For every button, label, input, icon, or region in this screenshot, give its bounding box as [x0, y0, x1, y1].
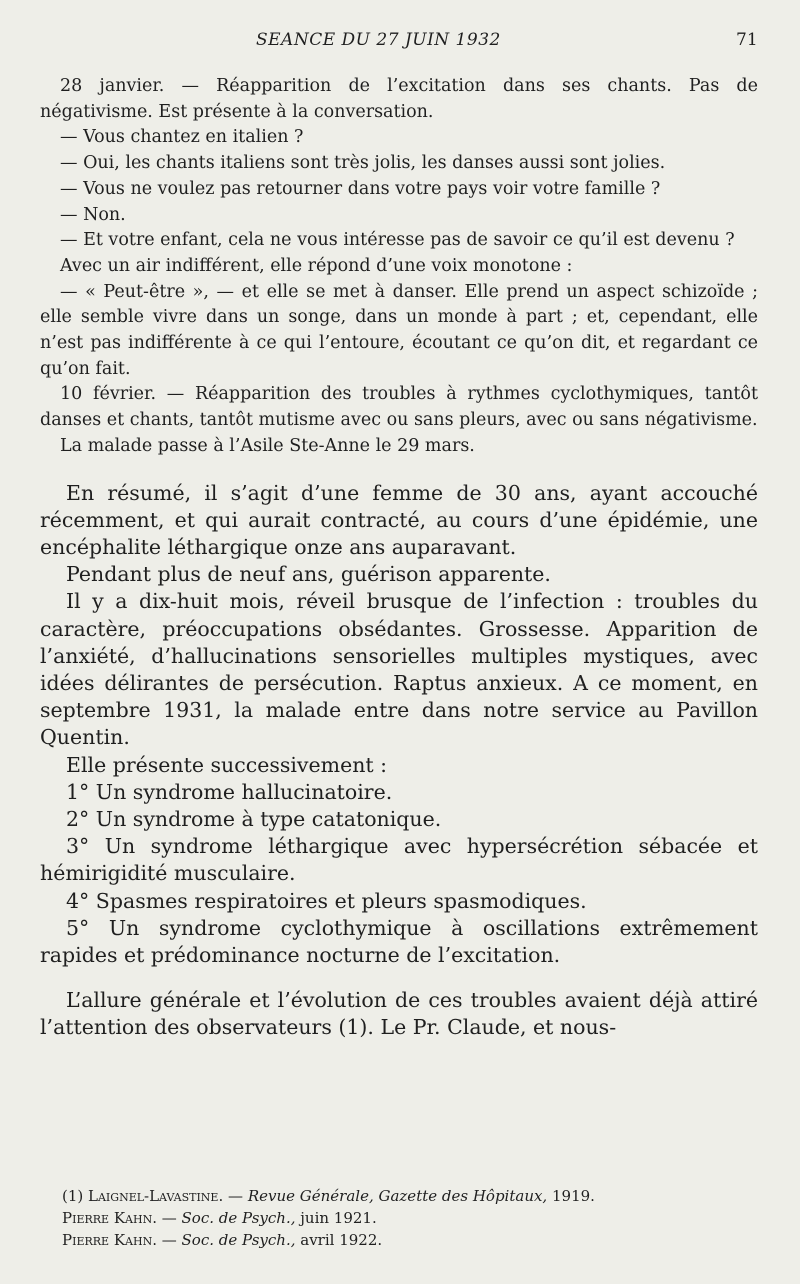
list-item: 1° Un syndrome hallucinatoire. — [66, 779, 393, 804]
paragraph: En résumé, il s’agit d’une femme de 30 ans, ayant accouché récemment, et qui aurait contracté, au cours d’une épidémie, une encéphalite léthargique onze ans auparavant. — [40, 480, 758, 559]
footnote-source: Revue Générale, Gazette des Hôpitaux, — [247, 1187, 548, 1205]
footnote — [62, 1207, 762, 1229]
page-number: 71 — [736, 30, 758, 50]
discussion-section — [40, 987, 758, 1041]
dialogue-line: — Oui, les chants italiens sont très jolis, les danses aussi sont jolies. — [60, 153, 666, 174]
footnote-marker: (1) — [62, 1187, 84, 1205]
paragraph: 10 février. — Réapparition des troubles à rythmes cyclothymiques, tantôt danses et chants, tantôt mutisme avec ou sans pleurs, avec ou sans négativisme. — [40, 384, 758, 431]
footnote — [62, 1185, 762, 1207]
list-item: 3° Un syndrome léthargique avec hypersécrétion sébacée et hémirigidité musculaire. — [40, 834, 758, 886]
observation-section — [40, 74, 758, 460]
footnote-date: 1919. — [552, 1187, 595, 1205]
section-gap — [40, 969, 758, 987]
dialogue-line: — Non. — [60, 204, 126, 225]
paragraph: 28 janvier. — Réapparition de l’excitation dans ses chants. Pas de négativisme. Est présente à la conversation. — [40, 76, 758, 122]
paragraph: Elle présente successivement : — [66, 752, 388, 777]
footnote-date: juin 1921. — [300, 1209, 377, 1227]
dialogue-line: — Vous ne voulez pas retourner dans votre pays voir votre famille ? — [60, 178, 661, 199]
body-text — [40, 74, 758, 1042]
dialogue-line: — Et votre enfant, cela ne vous intéresse pas de savoir ce qu’il est devenu ? — [60, 230, 735, 251]
list-item: 2° Un syndrome à type catatonique. — [66, 806, 442, 831]
footnote-dash: — — [161, 1209, 177, 1227]
footnote-source: Soc. de Psych., — [181, 1231, 296, 1249]
paragraph: La malade passe à l’Asile Ste-Anne le 29 mars. — [60, 435, 475, 456]
page-header — [0, 30, 800, 56]
list-item: 4° Spasmes respiratoires et pleurs spasmodiques. — [66, 888, 587, 913]
footnote-date: avril 1922. — [300, 1231, 383, 1249]
paragraph: — « Peut-être », — et elle se met à danser. Elle prend un aspect schizoïde ; elle semble vivre dans un songe, dans un monde à part ; et, cependant, elle n’est pas indifférente à ce qui l’entoure, écoutant ce qu’on dit, et regardant ce qu’on fait. — [40, 281, 758, 379]
footnote-author: Pierre Kahn. — [62, 1231, 157, 1249]
footnote-author: Pierre Kahn. — [62, 1209, 157, 1227]
section-gap — [40, 460, 758, 480]
footnotes — [62, 1185, 762, 1251]
list-item: 5° Un syndrome cyclothymique à oscillations extrêmement rapides et prédominance nocturne de l’excitation. — [40, 915, 758, 967]
paragraph: Avec un air indifférent, elle répond d’une voix monotone : — [60, 255, 573, 276]
footnote — [62, 1229, 762, 1251]
footnote-dash: — — [228, 1187, 244, 1205]
paragraph: Il y a dix-huit mois, réveil brusque de l’infection : troubles du caractère, préoccupations obsédantes. Grossesse. Apparition de l’anxiété, d’hallucinations sensorielles multiples mystiques, avec idées délirantes de persécution. Raptus anxieux. A ce moment, en septembre 1931, la malade entre dans notre service au Pavillon Quentin. — [40, 589, 758, 750]
paragraph: Pendant plus de neuf ans, guérison apparente. — [66, 562, 551, 587]
dialogue-line: — Vous chantez en italien ? — [60, 127, 304, 148]
footnote-dash: — — [161, 1231, 177, 1249]
footnote-source: Soc. de Psych., — [181, 1209, 296, 1227]
paragraph: L’allure générale et l’évolution de ces troubles avaient déjà attiré l’attention des observateurs (1). Le Pr. Claude, et nous- — [40, 988, 758, 1040]
footnote-author: Laignel-Lavastine. — [88, 1187, 224, 1205]
running-title: SEANCE DU 27 JUIN 1932 — [256, 30, 501, 50]
summary-section — [40, 480, 758, 970]
